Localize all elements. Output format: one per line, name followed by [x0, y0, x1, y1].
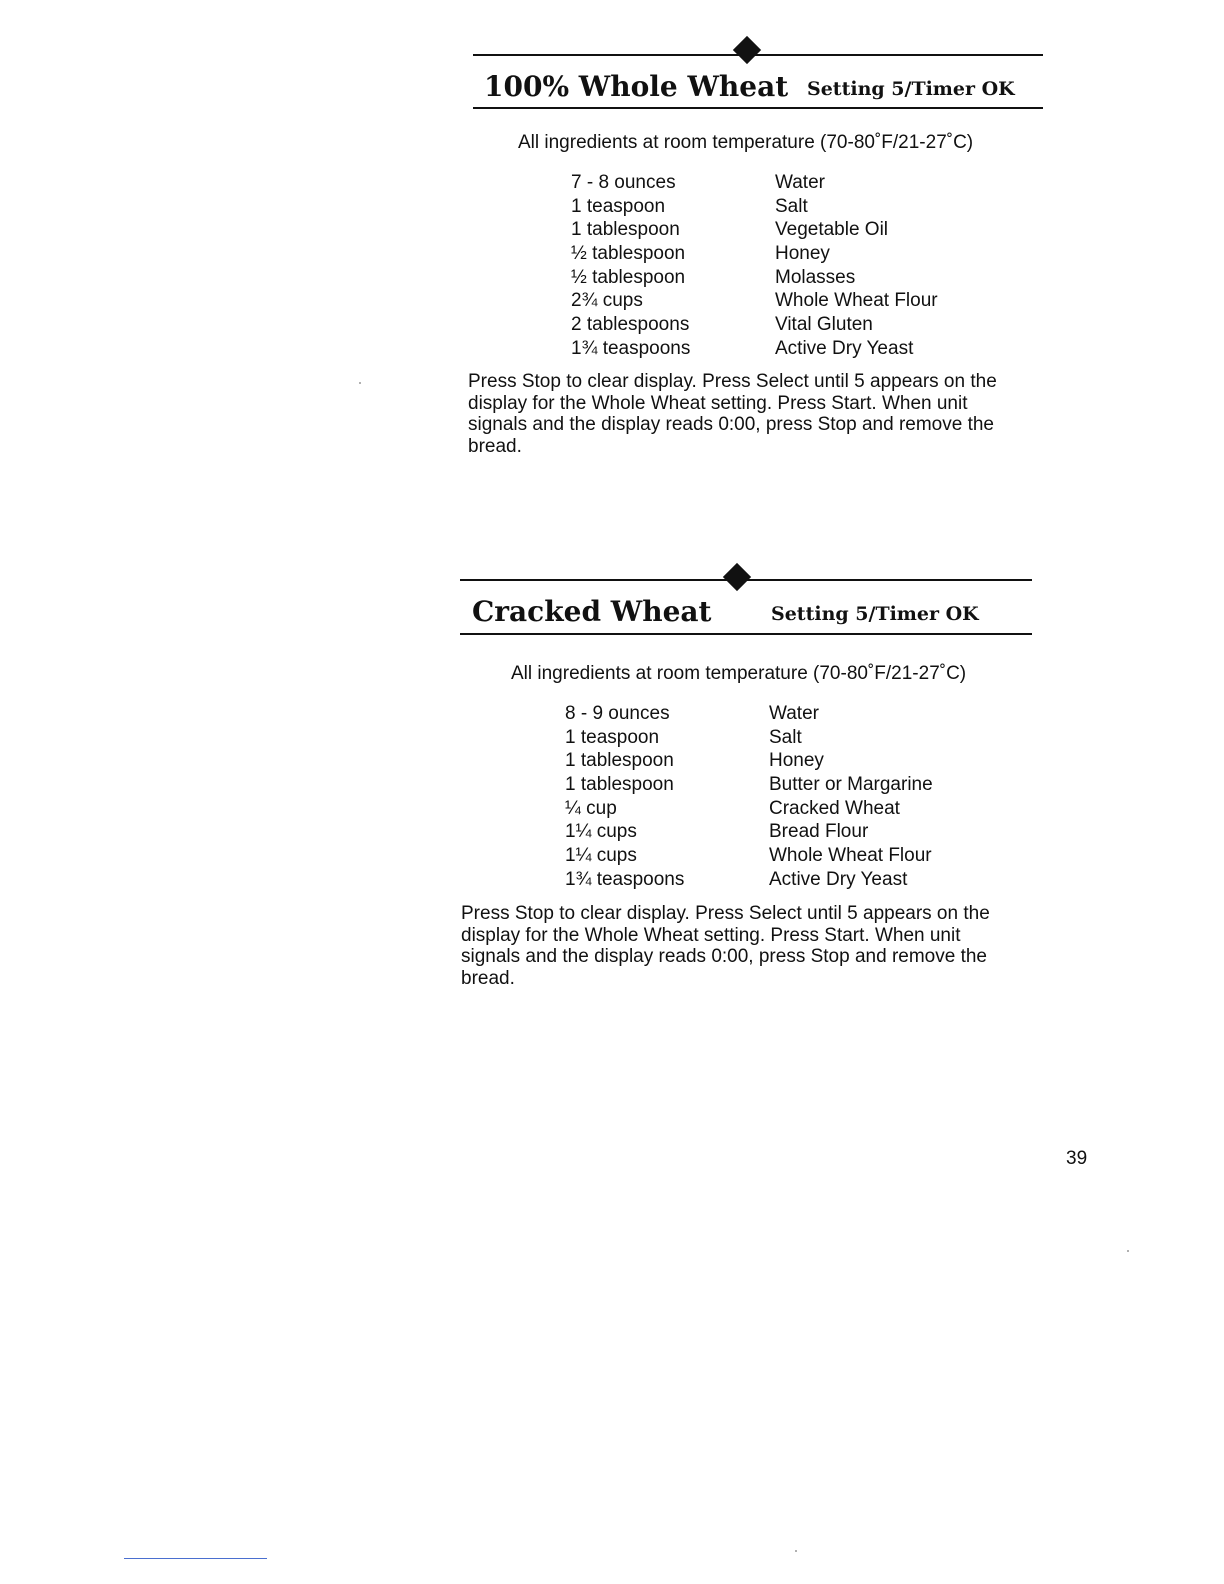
temperature-note: All ingredients at room temperature (70-80˚F/21-27˚C): [518, 132, 974, 153]
ingredient-name: Water: [769, 703, 819, 724]
page-number: 39: [1066, 1148, 1088, 1169]
scan-speck: [795, 1550, 797, 1552]
recipe-setting: Setting 5/Timer OK: [807, 78, 1015, 100]
ingredient-quantity: 1¼ cups: [565, 845, 637, 867]
ingredient-quantity: 1¾ teaspoons: [565, 868, 685, 890]
ingredient-name: Vegetable Oil: [775, 219, 889, 241]
ingredient-name: Honey: [775, 243, 830, 265]
ingredient-quantity: 7 - 8 ounces: [571, 172, 676, 193]
ingredient-quantity: 1 tablespoon: [571, 219, 680, 241]
recipe-setting: Setting 5/Timer OK: [771, 603, 979, 625]
header-bottom-rule: [473, 107, 1043, 109]
ingredient-name: Molasses: [775, 266, 856, 288]
ingredient-name: Cracked Wheat: [769, 797, 900, 819]
ingredient-quantity: ¼ cup: [565, 797, 617, 819]
recipe-instructions: Press Stop to clear display. Press Select until 5 appears on the display for the Whole Wheat setting. Press Start. When unit signals and the display reads 0:00, press Stop and remove the bread.: [461, 903, 990, 989]
ingredient-quantity: 1 tablespoon: [565, 750, 674, 772]
ingredient-quantity: 1 teaspoon: [571, 195, 666, 217]
ingredient-quantity: 1 tablespoon: [565, 774, 674, 796]
recipe-title: Cracked Wheat: [472, 595, 712, 628]
ingredient-quantity: ½ tablespoon: [571, 266, 686, 288]
scan-speck: [359, 382, 361, 384]
diamond-ornament-icon: [723, 563, 751, 591]
diamond-ornament-icon: [733, 36, 761, 64]
ingredient-quantity: 1¾ teaspoons: [571, 337, 691, 359]
ingredient-name: Honey: [769, 750, 824, 772]
ingredient-quantity: 2 tablespoons: [571, 314, 690, 336]
ingredient-name: Active Dry Yeast: [769, 868, 908, 890]
header-top-rule: [473, 54, 1043, 56]
ingredient-quantity: ½ tablespoon: [571, 243, 686, 265]
footer-line: [124, 1558, 267, 1559]
scan-speck: [1127, 1250, 1129, 1252]
recipe-title: 100% Whole Wheat: [484, 70, 789, 103]
ingredient-name: Salt: [775, 195, 808, 217]
ingredient-name: Whole Wheat Flour: [769, 845, 932, 867]
ingredient-name: Butter or Margarine: [769, 774, 933, 796]
recipe-instructions: Press Stop to clear display. Press Select until 5 appears on the display for the Whole Wheat setting. Press Start. When unit signals and the display reads 0:00, press Stop and remove the bread.: [468, 371, 997, 457]
ingredient-quantity: 1 teaspoon: [565, 726, 660, 748]
header-bottom-rule: [460, 633, 1032, 635]
ingredient-quantity: 8 - 9 ounces: [565, 703, 670, 724]
ingredient-name: Whole Wheat Flour: [775, 290, 938, 312]
ingredient-name: Salt: [769, 726, 802, 748]
ingredient-quantity: 1¼ cups: [565, 821, 637, 843]
ingredient-quantity: 2¾ cups: [571, 290, 643, 312]
ingredient-name: Active Dry Yeast: [775, 337, 914, 359]
ingredient-name: Water: [775, 172, 825, 193]
temperature-note: All ingredients at room temperature (70-80˚F/21-27˚C): [511, 663, 967, 684]
ingredient-name: Bread Flour: [769, 821, 869, 843]
ingredient-name: Vital Gluten: [775, 314, 873, 336]
